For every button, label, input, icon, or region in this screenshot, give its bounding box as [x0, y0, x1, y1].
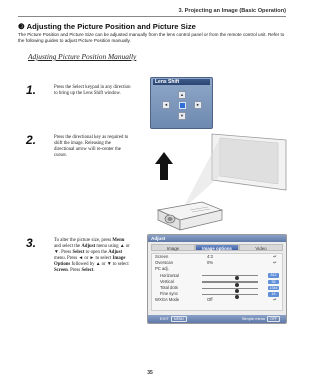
step-1-text: Press the Select keypad in any direction to bring up the Lens Shift window.: [54, 85, 131, 96]
section-bullet: ❸: [18, 22, 25, 31]
light-cone: [182, 138, 278, 210]
page-number: 35: [147, 370, 153, 376]
adjust-menu-tabs: [151, 244, 283, 251]
lens-down-arrow-icon[interactable]: ▼: [178, 112, 186, 120]
step-3-text: To alter the picture size, press Menu and select the Adjust menu using ▲ or ▼. Press Select to open the Adjust menu. Press ◄ or ► to select Image Options followed by ▲ or ▼ to select Screen. Press Select.: [54, 238, 130, 273]
horizontal-slider[interactable]: [202, 275, 258, 276]
projector-lens-glass: [168, 217, 173, 221]
off-key-icon: OFF: [267, 316, 280, 322]
menu-row-value: 1344: [269, 285, 278, 290]
menu-row-label: Total dots: [160, 284, 178, 290]
menu-key-icon: MENU: [171, 316, 187, 322]
menu-row-label: Horizontal: [160, 272, 179, 278]
lens-shift-window: [150, 77, 213, 129]
menu-row-value: 16: [268, 292, 279, 297]
menu-row-value: 0%: [207, 260, 214, 266]
section-title-text: Adjusting the Picture Position and Picture Size: [26, 22, 196, 31]
menu-row-label: PC adj.: [155, 266, 169, 272]
tab-video[interactable]: Video: [239, 244, 283, 251]
return-icon: ↵: [273, 254, 277, 259]
return-icon: ↵: [273, 260, 277, 266]
lens-up-arrow-icon[interactable]: ▲: [178, 91, 186, 99]
footer-simple-menu-label: Simple menu: [241, 316, 266, 321]
shift-up-arrow-icon: [155, 152, 173, 180]
tab-image-options[interactable]: Image options: [195, 244, 239, 251]
lens-left-arrow-icon[interactable]: ◄: [162, 101, 170, 109]
adjust-menu-footer: [148, 315, 286, 323]
menu-row-label: WXGA Mode: [155, 297, 180, 303]
section-title: [18, 22, 196, 31]
step-2-number: 2.: [26, 133, 37, 147]
footer-exit-label: EXIT: [160, 316, 169, 321]
menu-row-value: 35: [268, 280, 279, 285]
tab-image[interactable]: Image: [151, 244, 195, 251]
subsection-title: Adjusting Picture Position Manually: [28, 52, 137, 61]
menu-row-value: 512: [268, 273, 279, 278]
menu-row-label: Screen: [155, 254, 169, 259]
lens-shift-title: Lens Shift: [153, 79, 210, 85]
footer-exit[interactable]: [160, 315, 187, 323]
footer-simple-menu[interactable]: [242, 315, 280, 323]
menu-row-label: Overscan: [155, 260, 173, 266]
total-dots-slider[interactable]: [202, 288, 258, 289]
vertical-slider[interactable]: [202, 281, 258, 282]
menu-row-wxga-mode[interactable]: [152, 297, 282, 303]
section-intro: The Picture Position and Picture Size can be adjusted manually from the lens control panel or from the remote control unit. Refer to the following guides to adjust Picture Position manually.: [18, 32, 285, 43]
header-divider: [18, 16, 286, 17]
adjust-menu-window: [147, 234, 287, 324]
menu-row-value: 4:3: [207, 254, 213, 259]
step-1-number: 1.: [26, 83, 37, 97]
projector-illustration: [150, 132, 290, 232]
lens-right-arrow-icon[interactable]: ►: [194, 101, 202, 109]
step-2-text: Press the directional key as required to shift the image. Releasing the directional arrow will re-center the cursor.: [54, 135, 129, 158]
step-3-number: 3.: [26, 236, 37, 250]
page-header-title: 3. Projecting an Image (Basic Operation): [178, 8, 286, 14]
return-icon: ↵: [273, 297, 277, 303]
fine-sync-slider[interactable]: [202, 294, 258, 295]
adjust-menu-title: Adjust: [148, 235, 286, 242]
menu-row-label: Vertical: [160, 278, 174, 284]
menu-row-label: Fine sync: [160, 291, 178, 297]
lens-shift-cursor: [179, 102, 186, 109]
menu-row-value: Off: [207, 297, 213, 303]
adjust-menu-rows: [151, 253, 283, 311]
